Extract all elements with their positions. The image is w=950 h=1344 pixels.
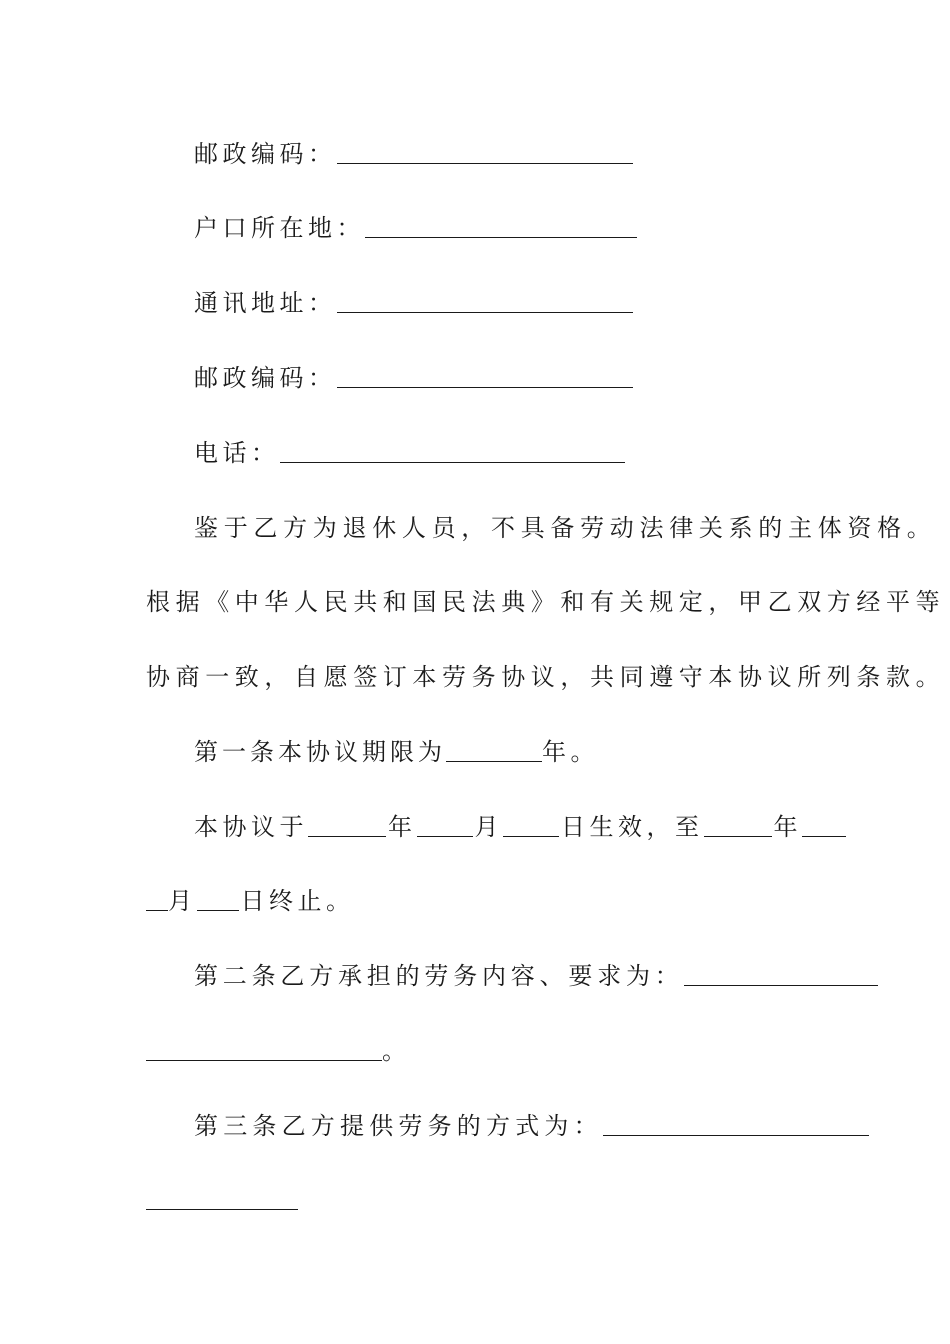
- service-content-field-part-2[interactable]: [146, 1034, 382, 1061]
- end-month-field-part-2[interactable]: [146, 884, 168, 911]
- start-year-unit: 年: [388, 813, 417, 841]
- preamble-line-3: [146, 660, 945, 694]
- service-method-field-part-2[interactable]: [146, 1183, 298, 1210]
- end-month-field-part-1[interactable]: [802, 810, 846, 837]
- preamble-text-1: 鉴于乙方为退休人员，不具备劳动法律关系的主体资格。: [194, 514, 937, 542]
- end-month-unit: 月: [168, 887, 197, 915]
- effective-dates-row-1: [194, 810, 846, 844]
- start-year-field[interactable]: [308, 810, 386, 837]
- start-day-field[interactable]: [503, 810, 559, 837]
- mailing-address-label: 通讯地址：: [194, 289, 337, 317]
- effective-dates-row-2: [146, 884, 355, 918]
- article-3-row: [194, 1109, 869, 1143]
- end-day-field[interactable]: [197, 884, 239, 911]
- end-day-unit: 日终止。: [240, 887, 355, 915]
- preamble-text-3: 协商一致，自愿签订本劳务协议，共同遵守本协议所列条款。: [146, 663, 946, 691]
- postal-code-field[interactable]: [337, 137, 633, 164]
- article-1-unit: 年。: [542, 738, 599, 766]
- article-3-text: 第三条乙方提供劳务的方式为：: [194, 1112, 603, 1140]
- article-3-continuation: [146, 1183, 298, 1217]
- start-month-unit: 月: [474, 813, 503, 841]
- start-month-field[interactable]: [417, 810, 473, 837]
- article-2-row: [194, 959, 878, 993]
- article-2-continuation: [146, 1034, 411, 1068]
- article-2-text: 第二条乙方承担的劳务内容、要求为：: [194, 962, 684, 990]
- phone-row: [194, 436, 625, 470]
- service-content-field-part-1[interactable]: [684, 959, 878, 986]
- household-registration-label: 户口所在地：: [194, 214, 365, 242]
- household-registration-row: [194, 211, 637, 245]
- postal-code-field-2[interactable]: [337, 361, 633, 388]
- end-year-field[interactable]: [704, 810, 772, 837]
- preamble-line-2: [146, 585, 945, 619]
- postal-code-row: [194, 137, 633, 171]
- article-1-row: [194, 735, 599, 769]
- article-2-end: 。: [382, 1037, 411, 1065]
- start-day-unit: 日生效，至: [561, 813, 704, 841]
- phone-label: 电话：: [194, 439, 280, 467]
- postal-code-label-2: 邮政编码：: [194, 364, 337, 392]
- mailing-address-row: [194, 286, 633, 320]
- household-registration-field[interactable]: [365, 211, 637, 238]
- article-1-text: 第一条本协议期限为: [194, 738, 446, 766]
- service-method-field-part-1[interactable]: [603, 1109, 869, 1136]
- postal-code-row-2: [194, 361, 633, 395]
- phone-field[interactable]: [280, 436, 625, 463]
- effective-prefix: 本协议于: [194, 813, 308, 841]
- preamble-line-1: [194, 511, 937, 545]
- term-years-field[interactable]: [446, 735, 542, 762]
- mailing-address-field[interactable]: [337, 286, 633, 313]
- end-year-unit: 年: [773, 813, 802, 841]
- postal-code-label: 邮政编码：: [194, 140, 337, 168]
- preamble-text-2: 根据《中华人民共和国民法典》和有关规定，甲乙双方经平等: [146, 588, 946, 616]
